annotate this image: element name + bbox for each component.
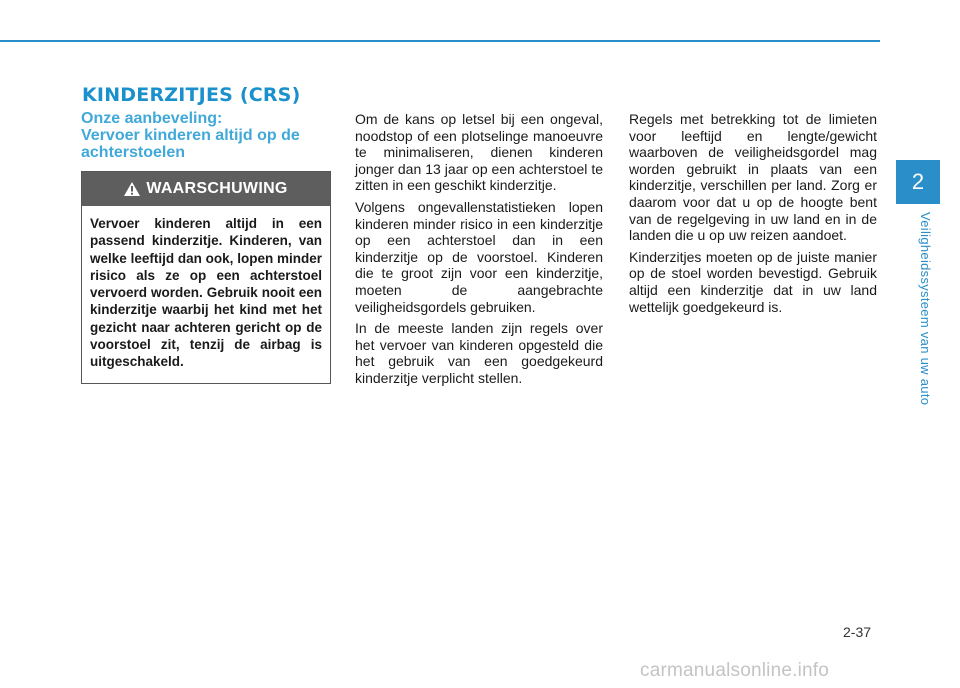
- top-divider-line: [0, 40, 880, 42]
- chapter-name: Veiligheidssysteem van uw auto: [918, 212, 933, 406]
- warning-header: [82, 172, 330, 206]
- warning-header-label: WAARSCHUWING: [146, 180, 288, 197]
- recommendation-heading: [81, 110, 341, 161]
- warning-triangle-icon: [124, 182, 140, 196]
- paragraph: In de meeste landen zijn regels over het vervoer van kinderen opgesteld die het gebruik van een goedgekeurd kinderzitje verplicht stellen.: [355, 320, 603, 386]
- section-title: KINDERZITJES (CRS): [82, 84, 301, 106]
- warning-text: Vervoer kinderen altijd in een passend kinderzitje. Kinderen, van welke leeftijd dan ook, lopen minder risico als ze op een achterstoel vervoerd worden. Gebruik nooit een kinderzitje waarbij het kind met het gezicht naar achteren gericht op de voorstoel zit, tenzij de airbag is uitgeschakeld.: [90, 216, 322, 370]
- body-column-middle: [355, 111, 603, 392]
- paragraph: Regels met betrekking tot de limieten voor leeftijd en lengte/gewicht waarboven de veiligheidsgordel mag worden gebruikt in plaats van een kinderzitje, verschillen per land. Zorg er daarom voor dat u op de hoogte bent van de regelgeving in uw land en in de landen die u op uw reizen aandoet.: [629, 111, 877, 244]
- chapter-number-tab: 2: [896, 160, 940, 204]
- body-column-right: [629, 111, 877, 320]
- paragraph: Om de kans op letsel bij een ongeval, noodstop of een plotselinge manoeuvre te minimaliseren, dienen kinderen jonger dan 13 jaar op een achterstoel te zitten in een geschikt kinderzitje.: [355, 111, 603, 194]
- paragraph: Volgens ongevallenstatistieken lopen kinderen minder risico in een kinderzitje op een achterstoel dan in een kinderzitje op de voorstoel. Kinderen die te groot zijn voor een kinderzitje, moeten de aangebrachte veiligheidsgordels gebruiken.: [355, 198, 603, 315]
- warning-box: [81, 171, 331, 384]
- page-number: 2-37: [843, 624, 872, 640]
- paragraph: Kinderzitjes moeten op de juiste manier op de stoel worden bevestigd. Gebruik altijd een kinderzitje dat in uw land wettelijk goedgekeurd is.: [629, 248, 877, 315]
- recommendation-line-2: Vervoer kinderen altijd op de achterstoelen: [81, 127, 300, 161]
- watermark-text: carmanualsonline.info: [640, 660, 830, 681]
- recommendation-line-1: Onze aanbeveling:: [81, 110, 223, 127]
